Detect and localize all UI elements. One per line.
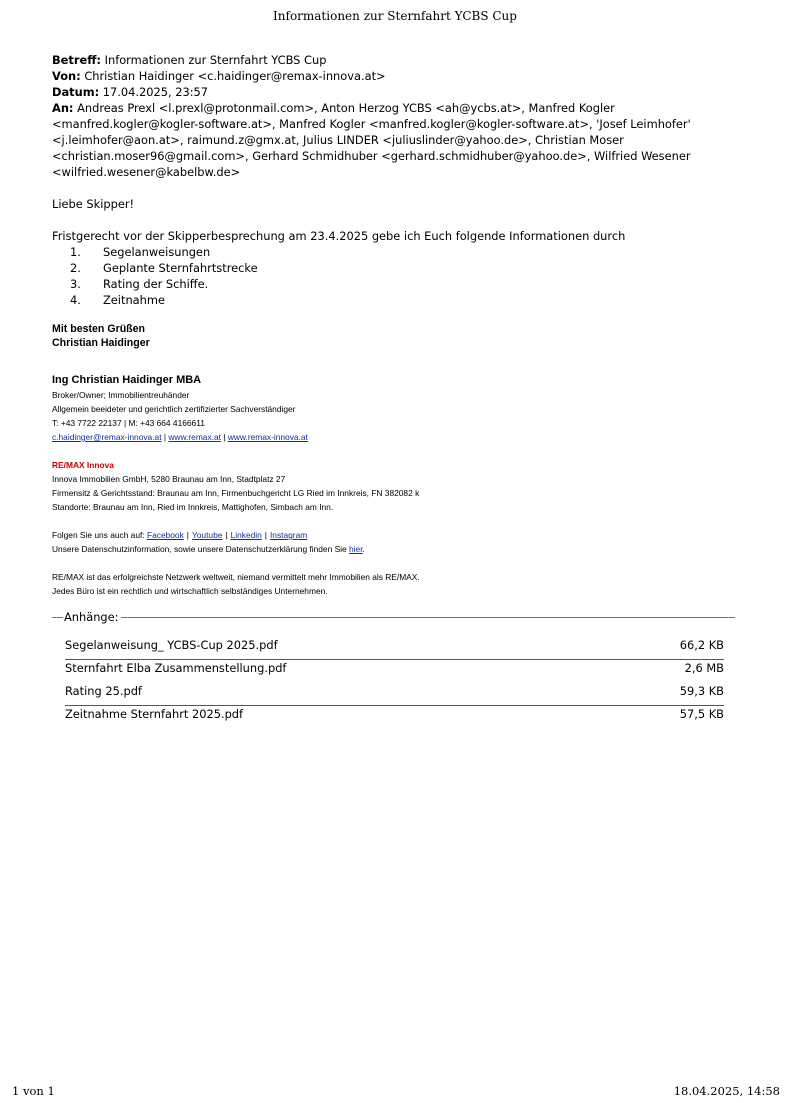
company-locations: Standorte: Braunau am Inn, Ried im Innkreis, Mattighofen, Simbach am Inn. <box>52 502 334 512</box>
signature-expert: Allgemein beeideter und gerichtlich zertifizierter Sachverständiger <box>52 404 296 414</box>
page-number: 1 von 1 <box>12 1084 55 1098</box>
signature-role: Broker/Owner; Immobilientreuhänder <box>52 390 190 400</box>
print-page-title: Informationen zur Sternfahrt YCBS Cup <box>273 9 517 23</box>
date-line <box>52 84 724 100</box>
intro-text: Fristgerecht vor der Skipperbesprechung am 23.4.2025 gebe ich Euch folgende Informationen durch <box>52 229 626 243</box>
signature-links: c.haidinger@remax-innova.at | www.remax.at | www.remax-innova.at <box>52 432 308 442</box>
date-label: Datum: <box>52 85 100 99</box>
to-line <box>52 100 724 180</box>
attachment-name[interactable]: Rating 25.pdf <box>65 684 142 698</box>
attachment-size: 66,2 KB <box>679 638 724 652</box>
list-item <box>70 260 724 276</box>
attachment-row[interactable] <box>65 683 724 706</box>
attachments-label: Anhänge: <box>64 610 119 624</box>
from-value: Christian Haidinger <c.haidinger@remax-innova.at> <box>84 69 386 83</box>
attachment-name[interactable]: Segelanweisung_ YCBS-Cup 2025.pdf <box>65 638 278 652</box>
attachment-list <box>65 637 724 729</box>
privacy-link[interactable]: hier <box>349 544 363 554</box>
network-line-1: RE/MAX ist das erfolgreichste Netzwerk weltweit, niemand vermittelt mehr Immobilien als RE/MAX. <box>52 572 420 582</box>
attachment-size: 2,6 MB <box>684 661 724 675</box>
attachment-row[interactable] <box>65 637 724 660</box>
subject-line <box>52 52 724 68</box>
closing-name: Christian Haidinger <box>52 337 150 349</box>
list-number: 3. <box>70 277 81 291</box>
date-value: 17.04.2025, 23:57 <box>102 85 209 99</box>
linkedin-link[interactable]: Linkedin <box>230 530 262 540</box>
list-text: Geplante Sternfahrtstrecke <box>103 261 258 275</box>
list-text: Zeitnahme <box>103 293 165 307</box>
subject-label: Betreff: <box>52 53 101 67</box>
subject-value: Informationen zur Sternfahrt YCBS Cup <box>104 53 327 67</box>
email-content <box>52 52 724 598</box>
instagram-link[interactable]: Instagram <box>269 530 308 540</box>
attachment-size: 59,3 KB <box>679 684 724 698</box>
attachment-name[interactable]: Zeitnahme Sternfahrt 2025.pdf <box>65 707 244 721</box>
email-link[interactable]: c.haidinger@remax-innova.at <box>52 432 162 442</box>
list-item <box>70 276 724 292</box>
list-item <box>70 292 724 308</box>
email-signature <box>52 372 724 598</box>
privacy-line: Unsere Datenschutzinformation, sowie unsere Datenschutzerklärung finden Sie hier. <box>52 544 365 554</box>
youtube-link[interactable]: Youtube <box>191 530 223 540</box>
brand-name: RE/MAX Innova <box>52 460 114 470</box>
closing <box>52 322 724 350</box>
signature-phone: T: +43 7722 22137 | M: +43 664 4166611 <box>52 418 205 428</box>
from-label: Von: <box>52 69 81 83</box>
remax-web-link[interactable]: www.remax.at <box>168 432 221 442</box>
attachment-row[interactable] <box>65 660 724 683</box>
facebook-link[interactable]: Facebook <box>146 530 184 540</box>
signature-name: Ing Christian Haidinger MBA <box>52 374 202 386</box>
list-text: Rating der Schiffe. <box>103 277 209 291</box>
privacy-text: Unsere Datenschutzinformation, sowie unsere Datenschutzerklärung finden Sie <box>52 544 347 554</box>
list-number: 1. <box>70 245 81 259</box>
social-links: Folgen Sie uns auch auf: Facebook | Youtube | Linkedin | Instagram <box>52 530 308 540</box>
info-list <box>52 244 724 308</box>
list-text: Segelanweisungen <box>103 245 211 259</box>
attachment-size: 57,5 KB <box>679 707 724 721</box>
attachment-row[interactable] <box>65 706 724 729</box>
attachment-name[interactable]: Sternfahrt Elba Zusammenstellung.pdf <box>65 661 287 675</box>
company-registry: Firmensitz & Gerichtsstand: Braunau am Inn, Firmenbuchgericht LG Ried im Innkreis, FN 382082 k <box>52 488 420 498</box>
list-number: 2. <box>70 261 81 275</box>
company-address: Innova Immobilien GmbH, 5280 Braunau am Inn, Stadtplatz 27 <box>52 474 286 484</box>
follow-text: Folgen Sie uns auch auf: <box>52 530 145 540</box>
from-line <box>52 68 724 84</box>
list-item <box>70 244 724 260</box>
to-value: Andreas Prexl <l.prexl@protonmail.com>, Anton Herzog YCBS <ah@ycbs.at>, Manfred Kogler <manfred.kogler@kogler-software.at>, Manfred Kogler <manfred.kogler@kogler-software.at>, 'Josef Leimhofer' <j.leimhofer@aon.at>, raimund.z@gmx.at, Julius LINDER <juliuslinder@yahoo.de>, Christian Moser <christian.moser96@gmail.com>, Gerhard Schmidhuber <gerhard.schmidhuber@yahoo.de>, Wilfried Wesener <wilfried.wesener@kabelbw.de> <box>52 101 691 179</box>
network-line-2: Jedes Büro ist ein rechtlich und wirtschaftlich selbständiges Unternehmen. <box>52 586 328 596</box>
attachments-divider <box>52 617 735 618</box>
closing-greeting: Mit besten Grüßen <box>52 323 145 335</box>
to-label: An: <box>52 101 74 115</box>
innova-web-link[interactable]: www.remax-innova.at <box>227 432 308 442</box>
greeting: Liebe Skipper! <box>52 197 135 211</box>
print-timestamp: 18.04.2025, 14:58 <box>673 1084 780 1098</box>
list-number: 4. <box>70 293 81 307</box>
